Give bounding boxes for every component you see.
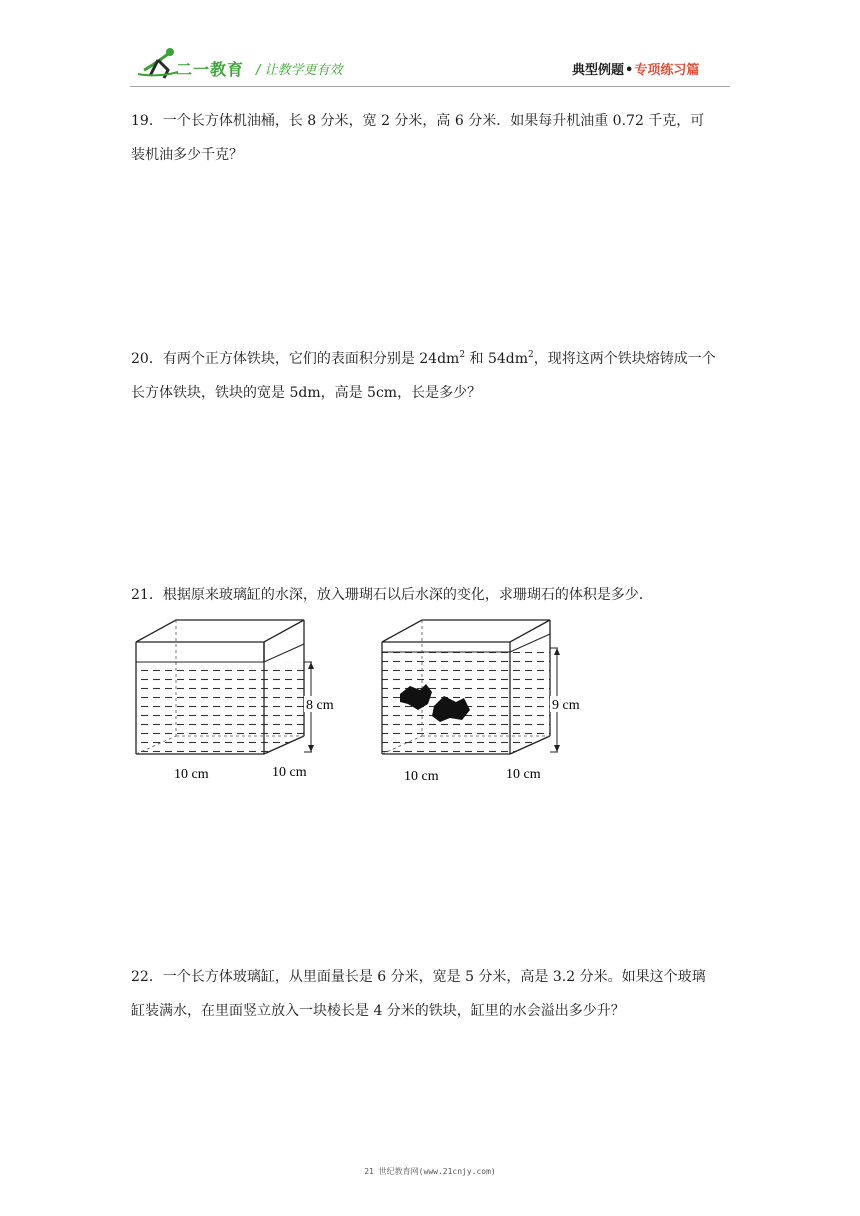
brand-slogan: / 让教学更有效: [256, 63, 343, 78]
section-title-accent: 专项练习篇: [634, 63, 700, 78]
left-height-label: 8 cm: [306, 698, 334, 713]
question-20-line2: 长方体铁块，铁块的宽是 5dm，高是 5cm，长是多少？: [131, 385, 482, 401]
question-22: [131, 960, 731, 1028]
superscript-2: 2: [528, 350, 534, 360]
right-height-label: 9 cm: [552, 698, 580, 713]
question-21: [131, 578, 731, 612]
question-20-text-b: 和 54dm: [465, 351, 529, 367]
superscript-1: 2: [459, 350, 466, 360]
question-19: [131, 104, 731, 172]
section-title: [572, 59, 699, 78]
question-19-line2: 装机油多少千克？: [131, 147, 243, 163]
question-22-line1: 22．一个长方体玻璃缸，从里面量长是 6 分米，宽是 5 分米，高是 3.2 分米。如果这个玻璃: [131, 969, 706, 985]
page-footer: 21 世纪教育网(www.21cnjy.com): [364, 1167, 496, 1176]
brand-name: 二一教育: [176, 60, 245, 79]
question-20-text-c: ，现将这两个铁块熔铸成一个: [533, 351, 716, 367]
right-width-label: 10 cm: [506, 767, 541, 782]
question-20: [131, 342, 731, 410]
left-length-label: 10 cm: [174, 767, 209, 782]
section-title-main: 典型例题: [572, 63, 625, 78]
right-length-label: 10 cm: [404, 769, 439, 784]
question-22-line2: 缸装满水，在里面竖立放入一块棱长是 4 分米的铁块，缸里的水会溢出多少升？: [131, 1003, 625, 1019]
tank-after: [382, 620, 588, 754]
tank-before: [136, 620, 342, 754]
question-19-line1: 19．一个长方体机油桶，长 8 分米，宽 2 分米，高 6 分米．如果每升机油重 0.72 千克，可: [131, 113, 705, 129]
question-20-line1: [131, 342, 731, 376]
question-20-text-a: 20．有两个正方体铁块，它们的表面积分别是 24dm: [131, 351, 460, 367]
left-width-label: 10 cm: [272, 765, 307, 780]
header-divider: [130, 86, 730, 87]
section-title-dot: •: [625, 63, 634, 78]
question-21-line1: 21．根据原来玻璃缸的水深，放入珊瑚石以后水深的变化，求珊瑚石的体积是多少．: [131, 587, 653, 603]
tank-figures: [128, 612, 598, 797]
page-header: [0, 0, 860, 90]
